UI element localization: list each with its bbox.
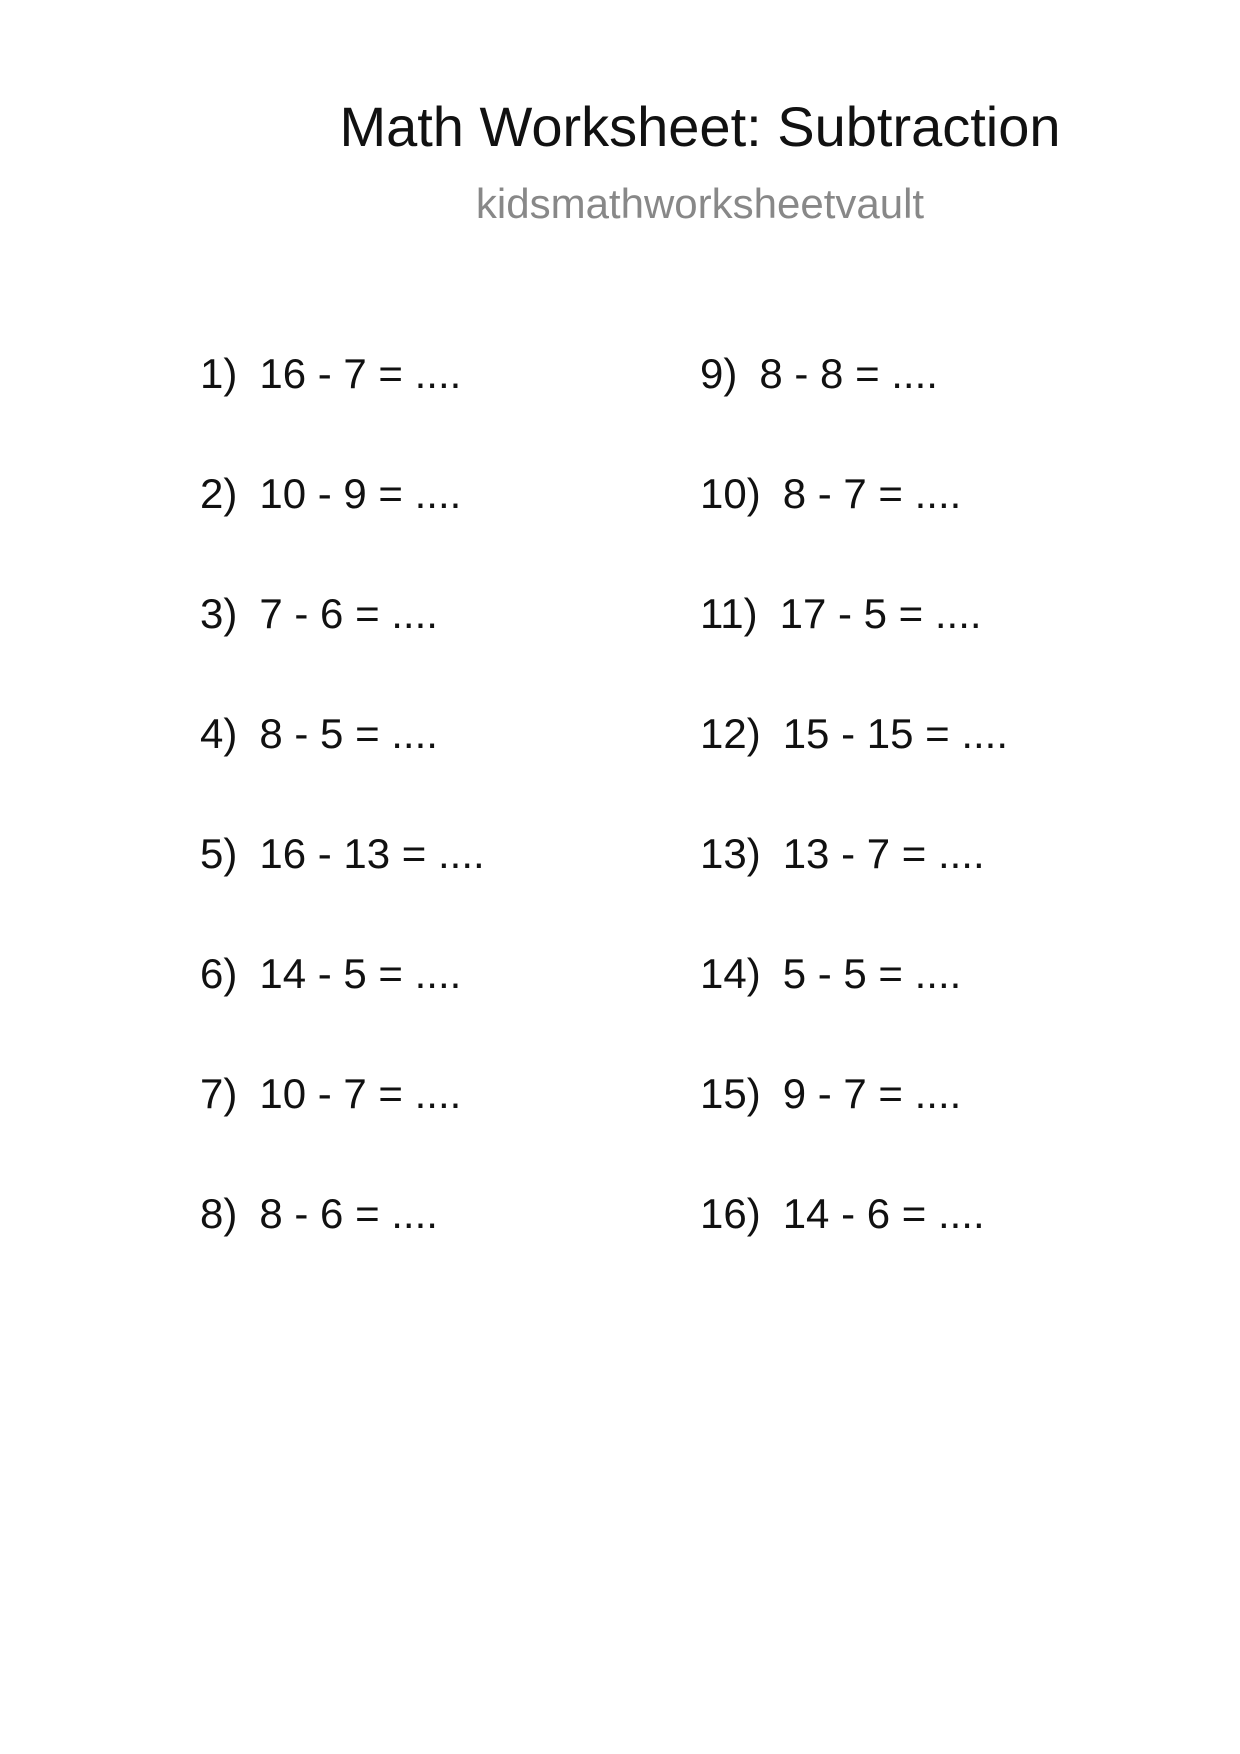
problem-expression: 17 - 5 = ....: [779, 590, 982, 637]
problem-item: [200, 950, 485, 1070]
problem-item: [700, 470, 1008, 590]
problem-item: [200, 1070, 485, 1190]
problem-expression: 7 - 6 = ....: [259, 590, 438, 637]
problem-number: 10): [700, 470, 761, 517]
problem-number: 6): [200, 950, 238, 997]
problem-expression: 15 - 15 = ....: [782, 710, 1009, 757]
problem-expression: 5 - 5 = ....: [782, 950, 962, 997]
problem-expression: 10 - 9 = ....: [259, 470, 462, 517]
problem-item: [700, 830, 1008, 950]
problem-item: [700, 590, 1008, 710]
problem-item: [200, 350, 485, 470]
problem-number: 1): [200, 350, 238, 397]
problem-number: 16): [700, 1190, 761, 1237]
problem-item: [700, 710, 1008, 830]
page-subtitle: kidsmathworksheetvault: [475, 180, 925, 227]
problem-number: 3): [200, 590, 238, 637]
problem-expression: 8 - 8 = ....: [759, 350, 938, 397]
problem-expression: 8 - 5 = ....: [259, 710, 438, 757]
problem-number: 9): [700, 350, 738, 397]
problem-expression: 9 - 7 = ....: [782, 1070, 962, 1117]
problem-number: 14): [700, 950, 761, 997]
problem-expression: 8 - 6 = ....: [259, 1190, 438, 1237]
problem-expression: 16 - 7 = ....: [259, 350, 462, 397]
problem-expression: 14 - 6 = ....: [782, 1190, 985, 1237]
problem-column-left: [200, 350, 485, 1310]
problem-item: [200, 470, 485, 590]
problem-item: [700, 950, 1008, 1070]
problem-number: 8): [200, 1190, 238, 1237]
problem-item: [200, 830, 485, 950]
problem-number: 12): [700, 710, 761, 757]
problem-number: 2): [200, 470, 238, 517]
problem-item: [200, 590, 485, 710]
problem-number: 15): [700, 1070, 761, 1117]
problem-expression: 14 - 5 = ....: [259, 950, 462, 997]
problem-item: [700, 350, 1008, 470]
problem-number: 11): [700, 590, 758, 637]
problem-expression: 10 - 7 = ....: [259, 1070, 462, 1117]
problem-column-right: [700, 350, 1008, 1310]
problem-number: 5): [200, 830, 238, 877]
problem-item: [700, 1190, 1008, 1310]
problem-number: 7): [200, 1070, 238, 1117]
problem-number: 13): [700, 830, 761, 877]
page-title: Math Worksheet: Subtraction: [339, 95, 1061, 158]
problem-expression: 13 - 7 = ....: [782, 830, 985, 877]
problem-item: [700, 1070, 1008, 1190]
problem-expression: 16 - 13 = ....: [259, 830, 485, 877]
problem-number: 4): [200, 710, 238, 757]
problem-item: [200, 1190, 485, 1310]
problem-item: [200, 710, 485, 830]
problem-expression: 8 - 7 = ....: [782, 470, 962, 517]
